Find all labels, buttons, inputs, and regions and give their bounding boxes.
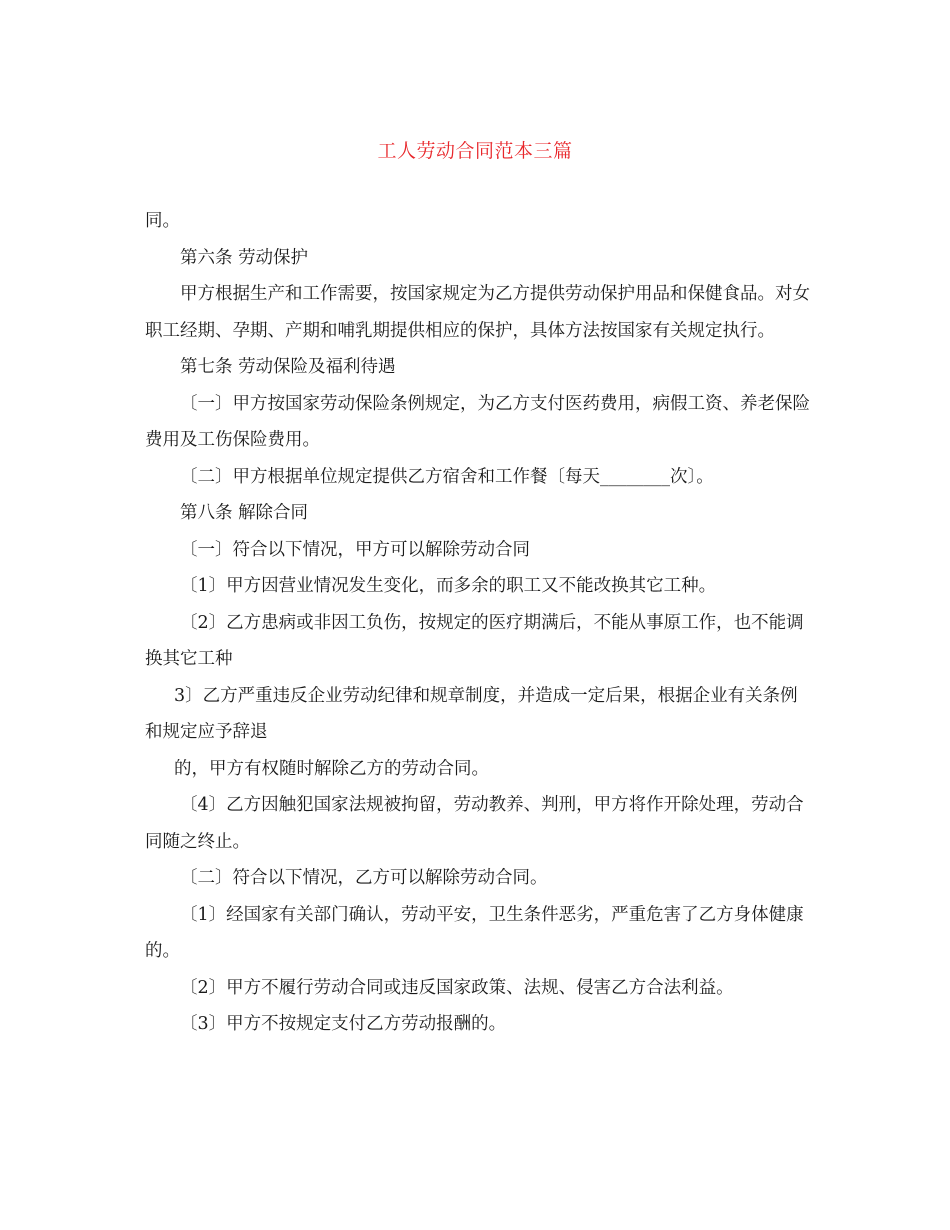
article-6-paragraph: 甲方根据生产和工作需要，按国家规定为乙方提供劳动保护用品和保健食品。对女职工经期、孕期、产期和哺乳期提供相应的保护，具体方法按国家有关规定执行。 xyxy=(145,284,810,341)
article-8-heading: 第八条 解除合同 xyxy=(180,503,309,523)
paragraph-continuation: 同。 xyxy=(145,211,180,231)
article-7-heading: 第七条 劳动保险及福利待遇 xyxy=(180,357,396,377)
article-7-item-2: 〔二〕甲方根据单位规定提供乙方宿舍和工作餐〔每天________次〕。 xyxy=(180,466,714,487)
article-8-section-2: 〔二〕符合以下情况，乙方可以解除劳动合同。 xyxy=(180,868,548,888)
article-6-heading: 第六条 劳动保护 xyxy=(180,247,309,268)
document-title: 工人劳动合同范本三篇 xyxy=(377,140,573,162)
article-8-section-2-item-1: 〔1〕经国家有关部门确认，劳动平安，卫生条件恶劣，严重危害了乙方身体健康的。 xyxy=(145,904,804,961)
article-8-section-1-item-2: 〔2〕乙方患病或非因工负伤，按规定的医疗期满后，不能从事原工作，也不能调换其它工种 xyxy=(145,612,804,669)
article-8-section-2-item-2: 〔2〕甲方不履行劳动合同或违反国家政策、法规、侵害乙方合法利益。 xyxy=(180,977,734,998)
article-8-section-1-item-3: 3〕乙方严重违反企业劳动纪律和规章制度，并造成一定后果，根据企业有关条例和规定应予辞退 xyxy=(145,685,798,742)
article-8-section-1: 〔一〕符合以下情况，甲方可以解除劳动合同 xyxy=(180,539,530,560)
article-8-section-1-item-3-cont: 的，甲方有权随时解除乙方的劳动合同。 xyxy=(174,758,489,779)
article-8-section-1-item-4: 〔4〕乙方因触犯国家法规被拘留，劳动教养、判刑，甲方将作开除处理，劳动合同随之终止。 xyxy=(145,795,804,852)
article-8-section-1-item-1: 〔1〕甲方因营业情况发生变化，而多余的职工又不能改换其它工种。 xyxy=(180,576,717,596)
document-body xyxy=(145,203,810,1043)
article-8-section-2-item-3: 〔3〕甲方不按规定支付乙方劳动报酬的。 xyxy=(180,1014,507,1034)
article-7-item-1: 〔一〕甲方按国家劳动保险条例规定，为乙方支付医药费用，病假工资、养老保险费用及工伤保险费用。 xyxy=(145,393,810,450)
